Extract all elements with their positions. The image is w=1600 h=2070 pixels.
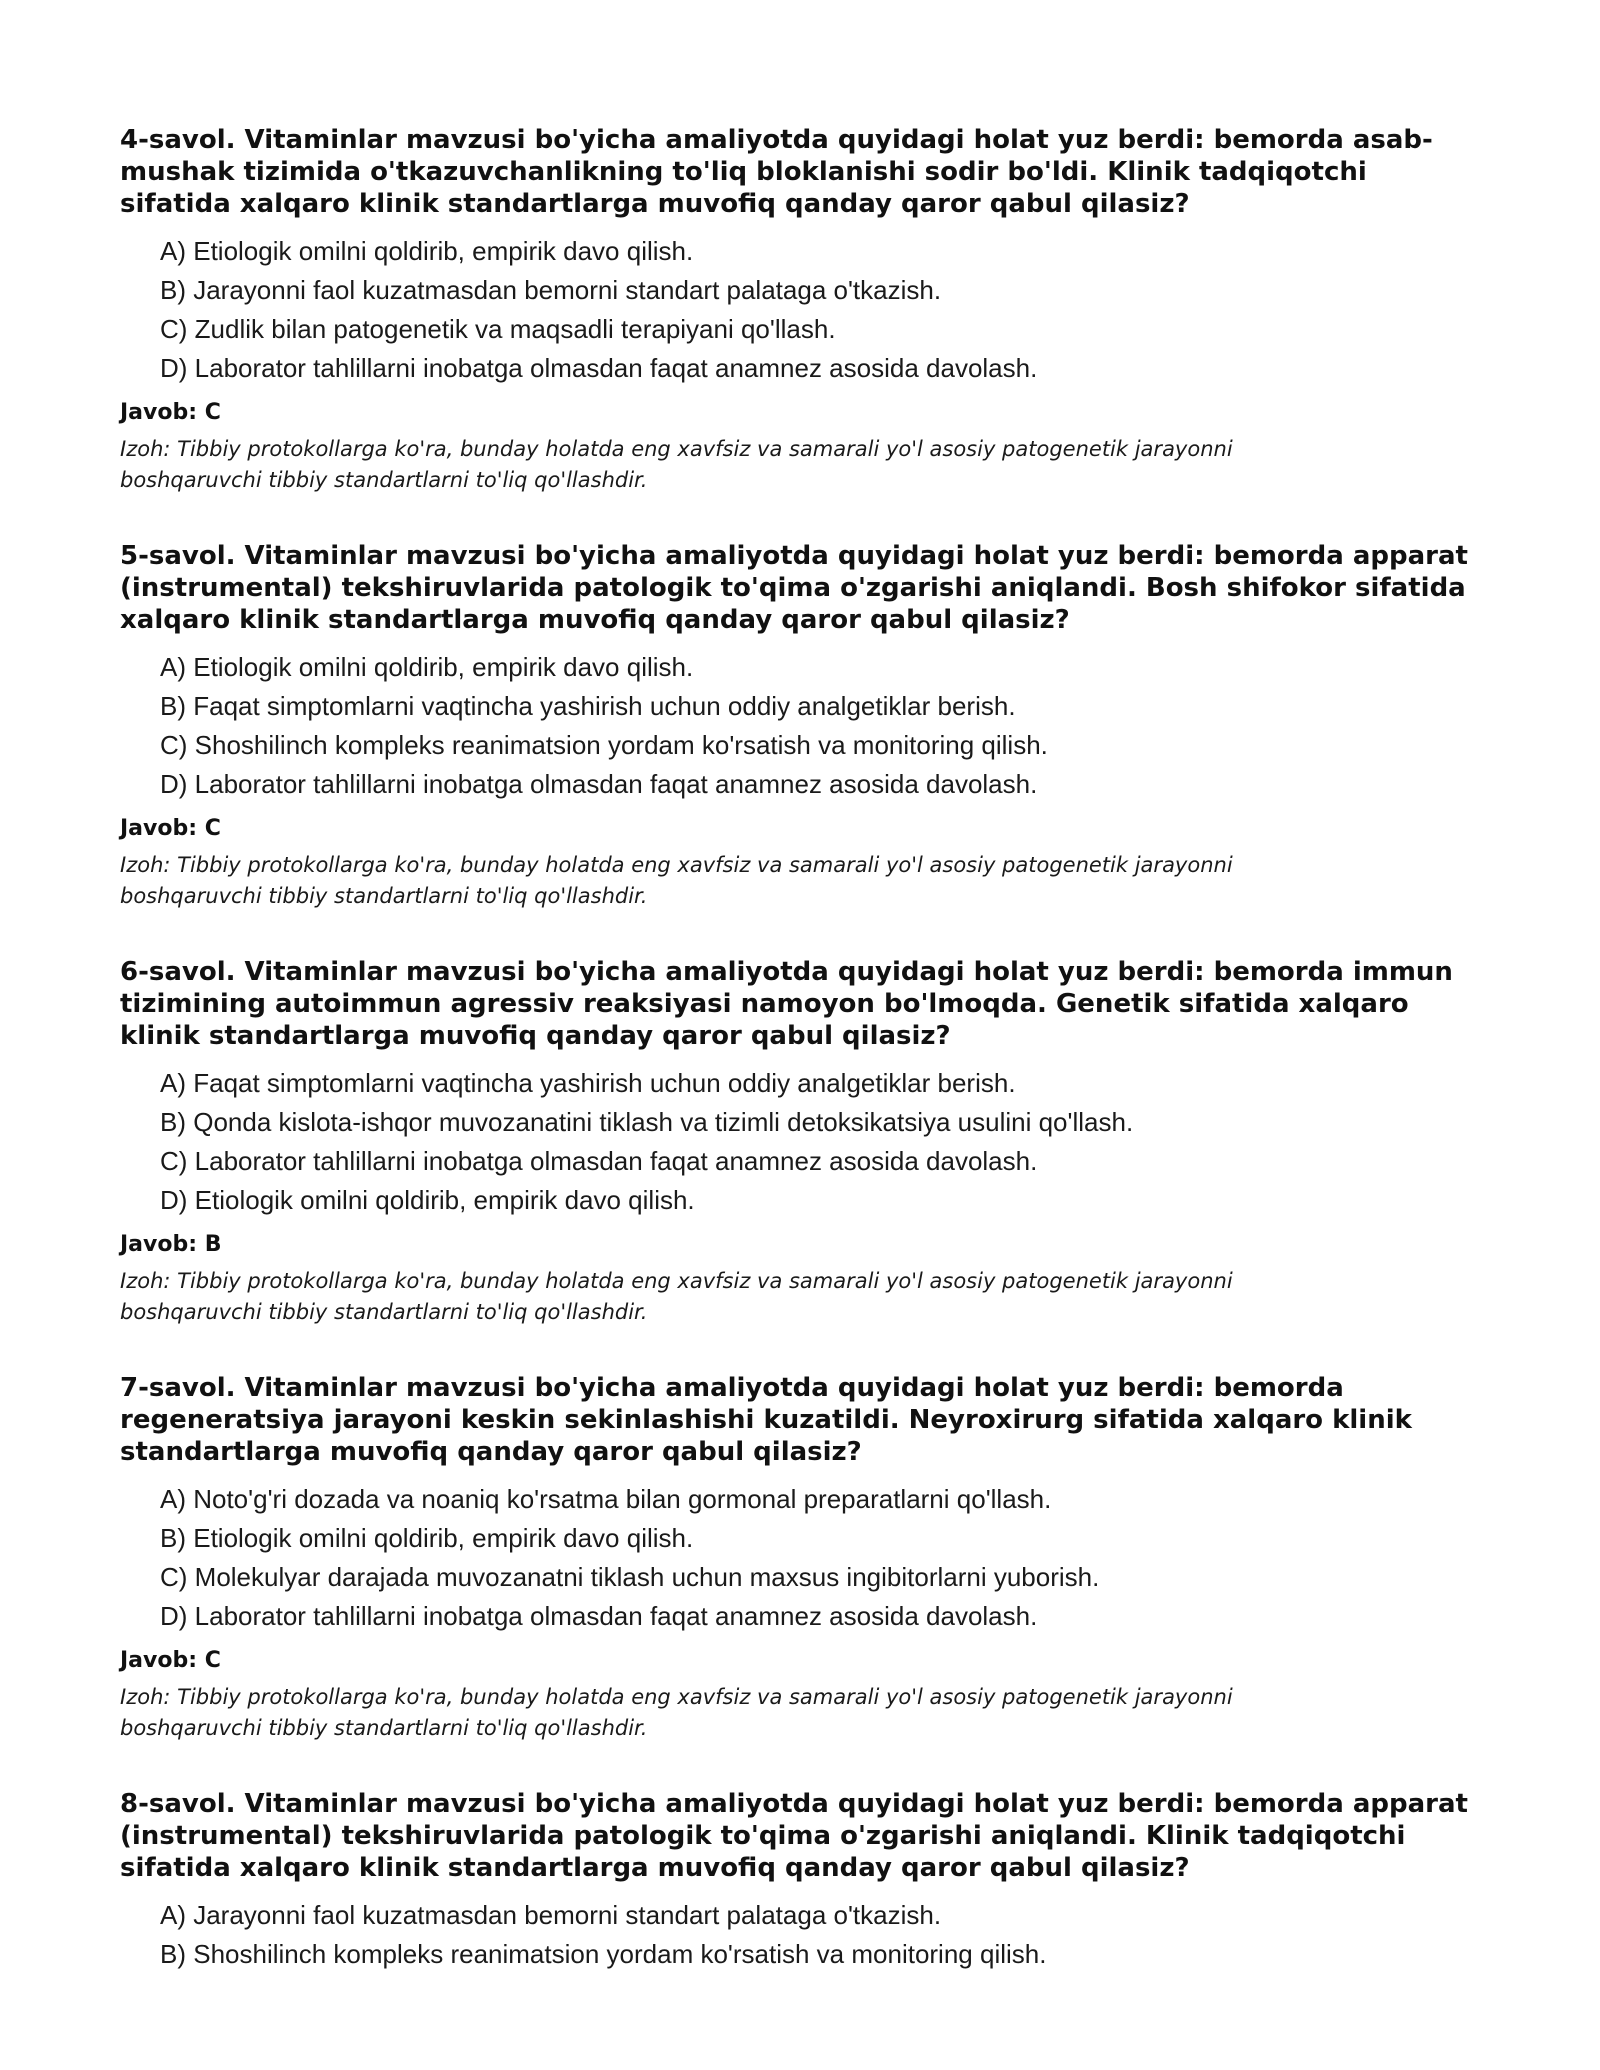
question-title: 7-savol. Vitaminlar mavzusi bo'yicha amaliyotda quyidagi holat yuz berdi: bemorda regeneratsiya jarayoni keskin sekinlashishi kuzatildi. Neyroxirurg sifatida xalqaro klinik standartlarga muvofiq qanday qaror qabul qilasiz?: [120, 1373, 1412, 1467]
option-d: D) Laborator tahlillarni inobatga olmasdan faqat anamnez asosida davolash.: [160, 769, 1038, 799]
option-b: B) Qonda kislota-ishqor muvozanatini tiklash va tizimli detoksikatsiya usulini qo'llash.: [160, 1107, 1134, 1137]
question-title: 5-savol. Vitaminlar mavzusi bo'yicha amaliyotda quyidagi holat yuz berdi: bemorda apparat (instrumental) tekshiruvlarida patologik to'qima o'zgarishi aniqlandi. Bosh shifokor sifatida xalqaro klinik standartlarga muvofiq qanday qaror qabul qilasiz?: [120, 541, 1468, 635]
option-b: B) Etiologik omilni qoldirib, empirik davo qilish.: [160, 1523, 694, 1553]
document-page: [120, 124, 1480, 2018]
option-a: A) Etiologik omilni qoldirib, empirik davo qilish.: [160, 652, 694, 682]
option-a: A) Noto'g'ri dozada va noaniq ko'rsatma bilan gormonal preparatlarni qo'llash.: [160, 1484, 1052, 1514]
option-list: [120, 648, 1480, 804]
option-c: C) Shoshilinch kompleks reanimatsion yordam ko'rsatish va monitoring qilish.: [160, 730, 1048, 760]
option-a: A) Etiologik omilni qoldirib, empirik davo qilish.: [160, 236, 694, 266]
option-b: B) Faqat simptomlarni vaqtincha yashirish uchun oddiy analgetiklar berish.: [160, 691, 1016, 721]
question-4: [120, 124, 1480, 496]
explanation-note: Izoh: Tibbiy protokollarga ko'ra, bunday holatda eng xavfsiz va samarali yo'l asosiy patogenetik jarayonni boshqaruvchi tibbiy standartlarni to'liq qo'llashdir.: [120, 437, 1233, 492]
explanation-note: Izoh: Tibbiy protokollarga ko'ra, bunday holatda eng xavfsiz va samarali yo'l asosiy patogenetik jarayonni boshqaruvchi tibbiy standartlarni to'liq qo'llashdir.: [120, 1269, 1233, 1324]
option-list: [120, 232, 1480, 388]
explanation-note: Izoh: Tibbiy protokollarga ko'ra, bunday holatda eng xavfsiz va samarali yo'l asosiy patogenetik jarayonni boshqaruvchi tibbiy standartlarni to'liq qo'llashdir.: [120, 853, 1233, 908]
question-7: [120, 1372, 1480, 1744]
option-b: B) Shoshilinch kompleks reanimatsion yordam ko'rsatish va monitoring qilish.: [160, 1939, 1047, 1969]
answer-label: Javob: C: [120, 816, 221, 841]
question-title: 8-savol. Vitaminlar mavzusi bo'yicha amaliyotda quyidagi holat yuz berdi: bemorda apparat (instrumental) tekshiruvlarida patologik to'qima o'zgarishi aniqlandi. Klinik tadqiqotchi sifatida xalqaro klinik standartlarga muvofiq qanday qaror qabul qilasiz?: [120, 1789, 1468, 1883]
option-d: D) Etiologik omilni qoldirib, empirik davo qilish.: [160, 1185, 695, 1215]
answer-label: Javob: C: [120, 1648, 221, 1673]
answer-label: Javob: C: [120, 400, 221, 425]
explanation-note: Izoh: Tibbiy protokollarga ko'ra, bunday holatda eng xavfsiz va samarali yo'l asosiy patogenetik jarayonni boshqaruvchi tibbiy standartlarni to'liq qo'llashdir.: [120, 1685, 1233, 1740]
option-c: C) Molekulyar darajada muvozanatni tiklash uchun maxsus ingibitorlarni yuborish.: [160, 1562, 1100, 1592]
option-d: D) Laborator tahlillarni inobatga olmasdan faqat anamnez asosida davolash.: [160, 1601, 1038, 1631]
question-5: [120, 540, 1480, 912]
option-list: [120, 1896, 1480, 1974]
option-d: D) Laborator tahlillarni inobatga olmasdan faqat anamnez asosida davolash.: [160, 353, 1038, 383]
option-a: A) Jarayonni faol kuzatmasdan bemorni standart palataga o'tkazish.: [160, 1900, 942, 1930]
option-list: [120, 1480, 1480, 1636]
question-title: 4-savol. Vitaminlar mavzusi bo'yicha amaliyotda quyidagi holat yuz berdi: bemorda asab-mushak tizimida o'tkazuvchanlikning to'liq bloklanishi sodir bo'ldi. Klinik tadqiqotchi sifatida xalqaro klinik standartlarga muvofiq qanday qaror qabul qilasiz?: [120, 125, 1433, 219]
option-list: [120, 1064, 1480, 1220]
question-8: [120, 1788, 1480, 1974]
option-c: C) Laborator tahlillarni inobatga olmasdan faqat anamnez asosida davolash.: [160, 1146, 1038, 1176]
answer-label: Javob: B: [120, 1232, 222, 1257]
question-6: [120, 956, 1480, 1328]
option-c: C) Zudlik bilan patogenetik va maqsadli terapiyani qo'llash.: [160, 314, 836, 344]
option-a: A) Faqat simptomlarni vaqtincha yashirish uchun oddiy analgetiklar berish.: [160, 1068, 1016, 1098]
option-b: B) Jarayonni faol kuzatmasdan bemorni standart palataga o'tkazish.: [160, 275, 942, 305]
question-title: 6-savol. Vitaminlar mavzusi bo'yicha amaliyotda quyidagi holat yuz berdi: bemorda immun tizimining autoimmun agressiv reaksiyasi namoyon bo'lmoqda. Genetik sifatida xalqaro klinik standartlarga muvofiq qanday qaror qabul qilasiz?: [120, 957, 1453, 1051]
